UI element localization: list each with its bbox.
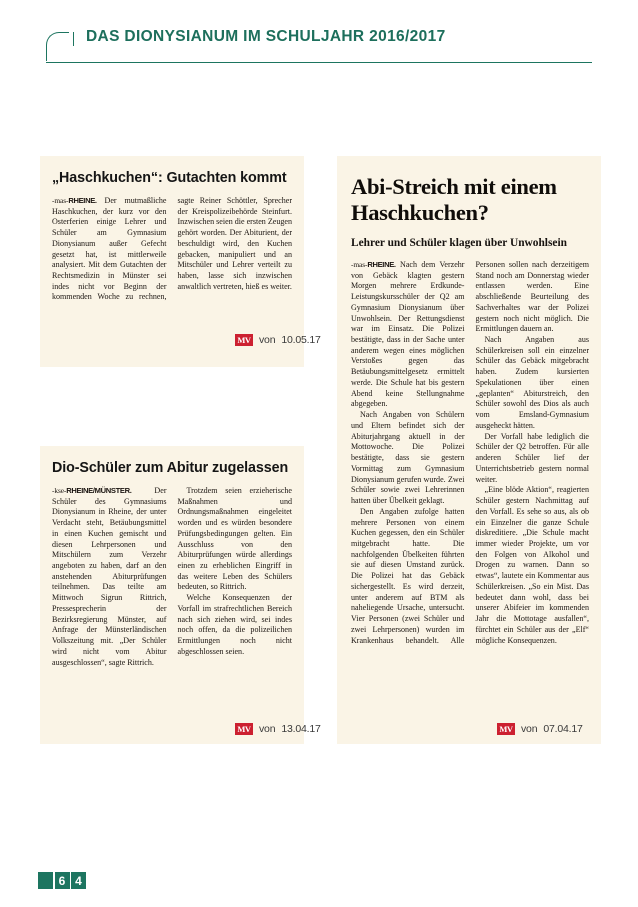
article-dateline: RHEINE. [68, 195, 97, 205]
page-number-footer [38, 872, 86, 889]
paragraph: Nach Angaben aus Schülerkreisen soll ein einzelner Schüler das Gebäck mitgebracht haben. Zudem kursierten Spekulationen über einen „geplanten“ Abiturstreich, den Schüler sowohl des Dios als auch vom Emsland-Gymnasium ausgeheckt hätten. [475, 335, 589, 430]
article-abistreich-subheadline: Lehrer und Schüler klagen über Unwohlsein [351, 236, 567, 249]
source-stamp-haschkuchen [235, 334, 321, 346]
header-bracket-decoration [46, 32, 69, 61]
page-number-block-decoration [38, 872, 53, 889]
paragraph-text: Der Schüler des Gymnasiums Dionysianum in Rheine, der unter Verdacht steht, Betäubungsmittel in einen Kuchen gemischt und diesen Lehrpersonen und Mitschülern zum Verzehr angeboten zu haben, darf an den anstehenden Abiturprüfungen teilnehmen. Das teilte am Mittwoch Sigrun Rittrich, Pressesprecherin der Bezirksregierung Münster, auf Anfrage der Münsterländischen Volkszeitung mit. „Der Schüler wird nicht vom Abitur ausgeschlossen“, sagte Rittrich. [52, 485, 167, 667]
paragraph: „Eine blöde Aktion“, reagierten Schüler gestern Nachmittag auf den Vorfall. Es sehe so aus, als ob ein Einzelner die ganze Schule diskreditiere. „Die Schule macht immer wieder Projekte, um vor den Folgen von Alkohol und Drogen zu warnen. Dann so etwas“, lautete ein Kommentar aus Schülerkreisen. „So ein Mist. Das bedeutet dann wohl, dass bei unserer Abifeier im kommenden Jahr die Mottotage ausfallen“, fürchtet ein Schüler aus der „Elf“ mögliche Konsequenzen. [475, 485, 589, 645]
mv-logo-icon: MV [497, 723, 515, 735]
article-kicker: -mas- [351, 259, 368, 269]
source-date: 13.04.17 [281, 723, 321, 735]
header-divider-rule [46, 62, 592, 63]
source-date: 10.05.17 [281, 334, 321, 346]
source-label: von [259, 334, 276, 346]
article-abitur-body [52, 486, 292, 668]
mv-logo-icon: MV [235, 723, 253, 735]
paragraph: Den Angaben zufolge hatten mehrere Personen von einem Kuchen gegessen, den ein Schüler mitgebracht hatte. Die nachfolgenden Übelkeiten führten sie auf diesen Umstand zurück. Die Polizei hat das Gebäck sichergestellt. Es wird derzeit, unter anderem auf BTM als naheliegende Ursache, untersucht. Vier Personen (zwei Schüler und zwei Lehrpersonen) wurden im Krankenhaus behandelt. Alle Personen sollen nach derzeitigem Stand noch am Donnerstag wieder entlassen werden. Eine abschließende Beurteilung des Sachverhaltes war der Polizei gestern noch nicht möglich. Die Ermittlungen dauern an. [351, 259, 589, 645]
paragraph: Der Vorfall habe lediglich die Schüler der Q2 betroffen. Für alle anderen Schüler lief der Unterrichtsbetrieb gestern normal weiter. [475, 431, 589, 484]
page-number-digit-1: 6 [55, 872, 70, 889]
paragraph [52, 196, 292, 303]
paragraph: Welche Konsequenzen der Vorfall im strafrechtlichen Bereich nach sich ziehen wird, sei indes noch offen, da die polizeilichen Ermittlungen noch nicht abgeschlossen seien. [177, 593, 292, 656]
article-dateline: RHEINE/MÜNSTER. [66, 485, 132, 495]
paragraph [52, 486, 167, 668]
page-header [46, 28, 592, 68]
source-label: von [521, 723, 538, 735]
article-abistreich [337, 156, 601, 744]
source-stamp-abitur [235, 723, 321, 735]
article-abitur-title: Dio-Schüler zum Abitur zugelassen [52, 460, 289, 476]
paragraph [351, 260, 465, 410]
header-tick-decoration [73, 32, 74, 46]
source-label: von [259, 723, 276, 735]
page-number-digit-2: 4 [71, 872, 86, 889]
mv-logo-icon: MV [235, 334, 253, 346]
article-abitur-zugelassen [40, 446, 304, 744]
source-date: 07.04.17 [543, 723, 583, 735]
article-haschkuchen-body [52, 196, 292, 303]
paragraph-text: Der mutmaßliche Haschkuchen, der kurz vor den Osterferien einige Lehrer und Schüler am Gymnasium Dionysianum außer Gefecht gesetzt hat, ist mittlerweile analysiert. Mit dem Gutachten der Rechtsmedizin in Münster sei indes nicht vor Beginn der kommenden Woche zu rechnen, sagte Reiner Schöttler, Sprecher der Kreispolizeibehörde Steinfurt. Inzwischen seien die ersten Zeugen gehört worden. Der Abiturient, der beschuldigt wird, den Kuchen gebacken, manipuliert und an Mitschüler und Lehrer verteilt zu haben, lasse sich inzwischen anwaltlich vertreten, hieß es weiter. [52, 195, 292, 302]
paragraph-text: Nach dem Verzehr von Gebäck klagten gestern Morgen mehrere Erdkunde-Leistungskursschüler der Q2 am Gymnasium Dionysianum über Unwohlsein. Der Rettungsdienst war im Einsatz. Die Polizei bestätigte, dass in der Sache unter anderem wegen eines möglichen Verstoßes gegen das Betäubungsmittelgesetz ermittelt werde. Die Schule hat bis gestern Abend keine Stellungnahme abgegeben. [351, 259, 465, 409]
paragraph: Trotzdem seien erzieherische Maßnahmen und Ordnungsmaßnahmen eingeleitet worden und es würden besondere Prüfungsbedingungen gelten. Ein Ausschluss von den Abiturprüfungen würde allerdings einen zu erheblichen Eingriff in das weitere Leben des Schülers bedeuten, so Rittrich. [177, 485, 292, 592]
source-stamp-abistreich [497, 723, 583, 735]
article-kicker: -mas- [52, 195, 69, 205]
page-title: DAS DIONYSIANUM IM SCHULJAHR 2016/2017 [86, 28, 446, 45]
article-haschkuchen-title: „Haschkuchen“: Gutachten kommt [52, 170, 287, 186]
article-abistreich-headline: Abi-Streich mit einem Haschkuchen? [351, 174, 557, 226]
article-abistreich-body [351, 260, 589, 646]
paragraph: Nach Angaben von Schülern und Eltern befindet sich der Abiturjahrgang aktuell in der Mottowoche. Die Polizei bestätigte, dass sie gestern Vormittag zum Gymnasium Dionysianum gerufen wurde. Zwei Schüler sowie zwei Lehrerinnen hatten über Übelkeit geklagt. [351, 410, 465, 506]
article-dateline: RHEINE. [367, 259, 396, 269]
article-kicker: -kse- [52, 485, 67, 495]
